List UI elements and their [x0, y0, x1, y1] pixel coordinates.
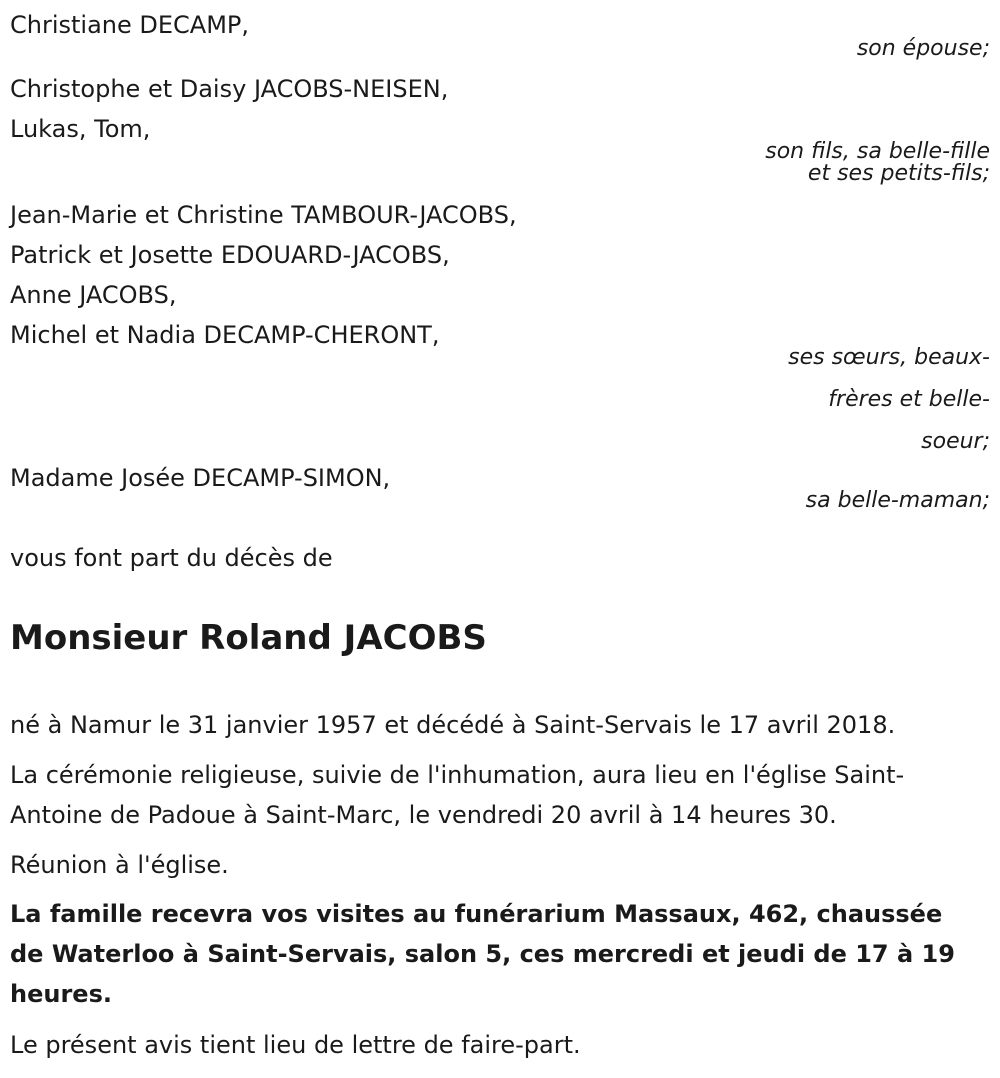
siblings-role-line: soeur; [921, 429, 990, 454]
ceremony-line: Antoine de Padoue à Saint-Marc, le vendredi 20 avril à 14 heures 30. [10, 801, 837, 829]
spouse-name-line: Christiane DECAMP, [10, 11, 250, 39]
siblings-role-line: frères et belle- [828, 387, 990, 412]
meeting-text: Réunion à l'église. [10, 851, 229, 879]
spouse-role-line: son épouse; [856, 36, 990, 61]
spouse-name [10, 5, 249, 45]
sibling-name-line: Michel et Nadia DECAMP-CHERONT, [10, 321, 440, 349]
visits-line: La famille recevra vos visites au funérarium Massaux, 462, chaussée [10, 900, 943, 928]
mother-in-law-name [10, 458, 390, 498]
notice-text: Le présent avis tient lieu de lettre de faire-part. [10, 1031, 581, 1059]
mother-in-law-role [806, 490, 990, 512]
birth-death-text: né à Namur le 31 janvier 1957 et décédé à Saint-Servais le 17 avril 2018. [10, 711, 896, 739]
intro-text: vous font part du décès de [10, 544, 333, 572]
siblings-names [10, 195, 517, 355]
sibling-name-line: Anne JACOBS, [10, 281, 177, 309]
mother-in-law-name-line: Madame Josée DECAMP-SIMON, [10, 464, 391, 492]
children-role [765, 141, 990, 185]
grandchildren-name-line: Lukas, Tom, [10, 115, 151, 143]
mother-in-law-role-line: sa belle-maman; [805, 488, 990, 513]
children-role-line: et ses petits-fils; [807, 161, 990, 186]
children-role-line: son fils, sa belle-fille [765, 139, 990, 164]
deceased-name: Monsieur Roland JACOBS [10, 618, 487, 658]
visits-text [10, 894, 990, 1014]
siblings-role-line: ses sœurs, beaux- [788, 345, 990, 370]
sibling-name-line: Jean-Marie et Christine TAMBOUR-JACOBS, [10, 201, 517, 229]
children-name-line: Christophe et Daisy JACOBS-NEISEN, [10, 75, 449, 103]
ceremony-text [10, 755, 990, 835]
visits-line: heures. [10, 980, 112, 1008]
children-names [10, 69, 448, 149]
siblings-role [788, 337, 990, 463]
spouse-role [857, 38, 990, 60]
ceremony-line: La cérémonie religieuse, suivie de l'inhumation, aura lieu en l'église Saint- [10, 761, 905, 789]
sibling-name-line: Patrick et Josette EDOUARD-JACOBS, [10, 241, 450, 269]
visits-line: de Waterloo à Saint-Servais, salon 5, ces mercredi et jeudi de 17 à 19 [10, 940, 955, 968]
